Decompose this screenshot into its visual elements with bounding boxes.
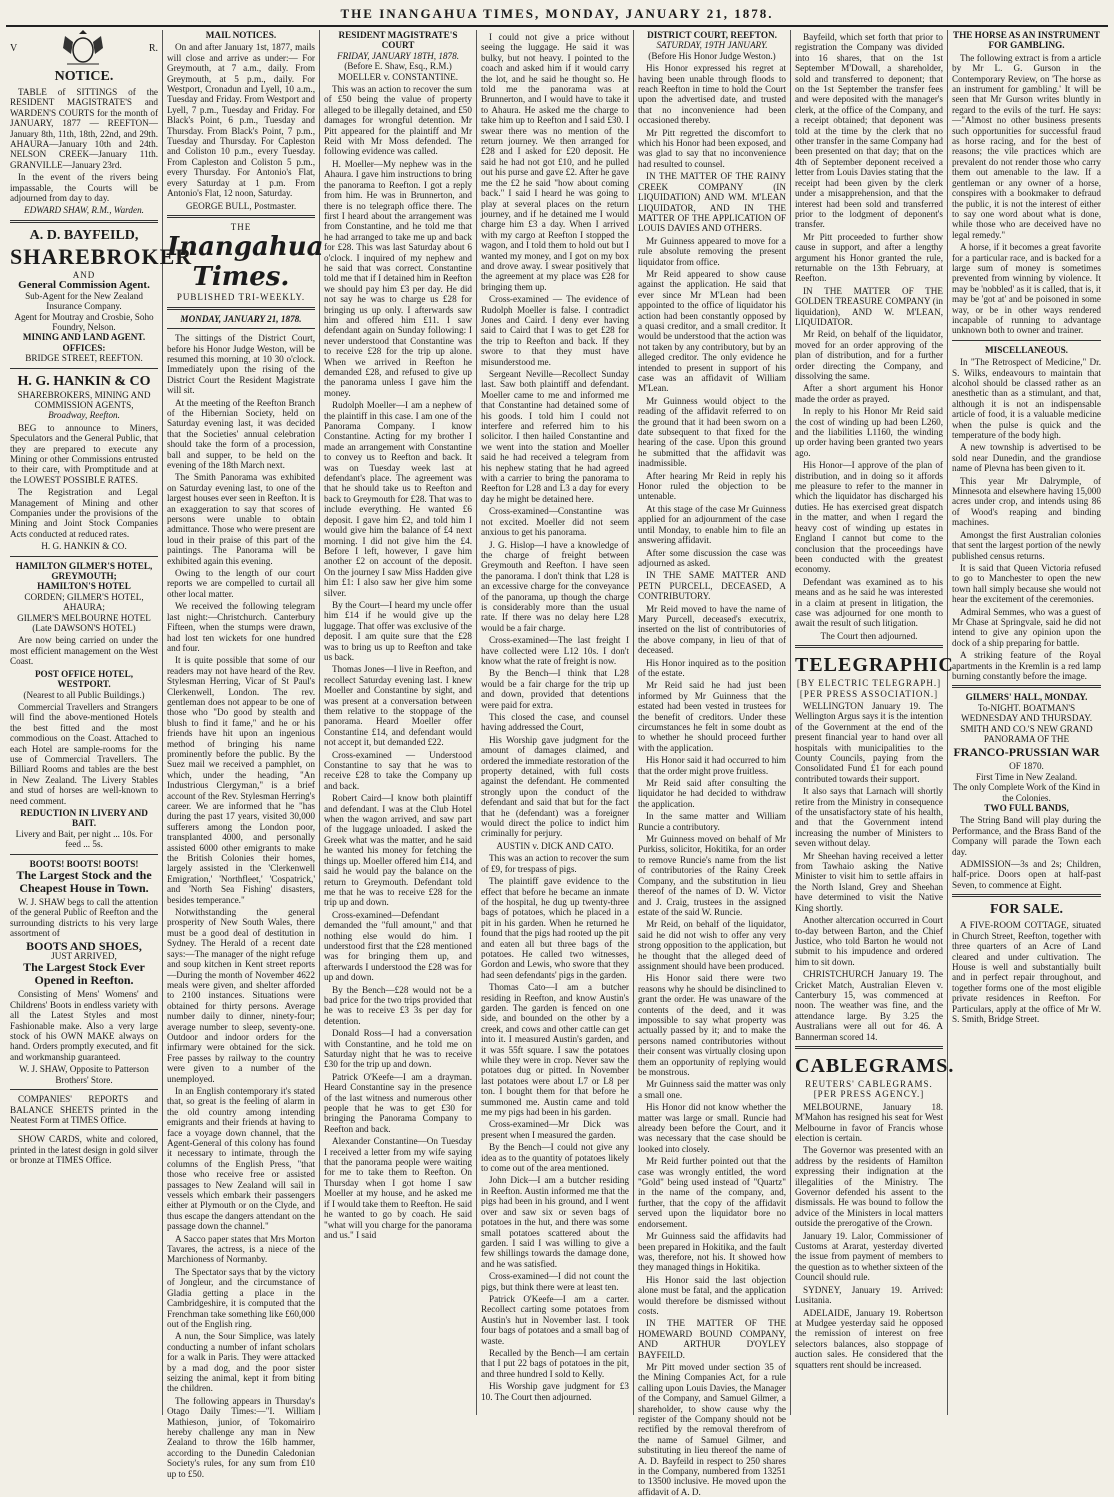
crest-icon bbox=[53, 30, 113, 68]
rm-para-3: Rudolph Moeller—I am a nephew of the plaintiff in this case. I am one of the Panorama Company. I know Constantine. Acting for my brother I made an arrangement with Constantine to convey us to Reefton and back. It was on Tuesday week last at defendant's place. The agreement was that he should take us to Reefton and back to Greymouth for £28. That was to include everything. He wanted £6 deposit. I gave him £2, and told him I would give him the balance of £4 next morning. I did not give him the £4. Before I left, however, I gave him another £2 on account of the deposit. On the journey I saw Miss Hadden give him £1: I also saw her give him some silver. bbox=[324, 400, 472, 598]
column-3 bbox=[320, 30, 477, 1415]
local-para-4: Owing to the length of our court reports we are compelled to curtail all other local matter. bbox=[167, 568, 315, 599]
telegraphic-heading: TELEGRAPHIC bbox=[795, 654, 954, 677]
rm-cont-5: J. G. Hislop—I have a knowledge of the charge of freight between Greymouth and Reefton. I have seen the panorama. I don't think that L28 is an excessive charge for the conveyance of the panorama, up though the charge is considerably more than the usual rate. If there was no delay here L28 would be a fair charge. bbox=[481, 539, 629, 633]
dateline: MONDAY, JANUARY 21, 1878. bbox=[180, 313, 302, 324]
dc-para-19: His Honor did not know whether the matter was large or small. Runcie had already been before the Court, and it was necessary that the case should be looked into closely. bbox=[638, 1102, 786, 1154]
rm-cont-6: Cross-examined—The last freight I have collected were L12 10s. I don't know what the rate of freight is now. bbox=[481, 635, 629, 666]
masthead-the: THE bbox=[230, 221, 252, 232]
mining-agent: MINING AND LAND AGENT. bbox=[22, 332, 146, 343]
livery-title: REDUCTION IN LIVERY AND BAIT. bbox=[20, 807, 148, 829]
dc-cont-1: Bayfeild, which set forth that prior to registration the Company was divided into 16 shares, that on the 1st September M'Dowall, a shareholder, sold and transferred to deponent; that on the 1st September the transfer fees and were deposited with the manager's clerk, at the office of the Company, and a receipt obtained; that deponent was told at the time by the clerk that no other transfer in the same Company had been presented on that day; that on the 4th of September deponent received a letter from Louis Davies stating that the receipt had been given by the clerk under a misapprehension, and that the interest had been sold and transferred prior to the lodgment of deponent's transfer. bbox=[795, 32, 943, 230]
dc-cont-7: Defendant was examined as to his means and as he said he was interested in a claim at present in litigation, the case was adjourned for one month to await the result of such litigation. bbox=[795, 576, 943, 629]
column-7 bbox=[948, 30, 1105, 1415]
rm-cont-14: By the Bench—I could not give any idea as to the quantity of potatoes likely to come out of the area mentioned. bbox=[481, 1142, 629, 1174]
offices-address: BRIDGE STREET, REEFTON. bbox=[25, 353, 143, 364]
broker-line-1: Sub-Agent for the New Zealand Insurance Company. bbox=[25, 290, 143, 312]
dc-para-11: Mr Reid said he had just been informed by Mr Guinness that the estated had been vested in trustees for the benefit of creditors. Under these circumstances he felt in some doubt as to whether he should proceed further with the application. bbox=[638, 680, 786, 753]
telegram-4: Another altercation occurred in Court to-day between Barton, and the Chief Justice, who told Barton he would not submit to his impudence and ordered him to sit down. bbox=[795, 915, 943, 967]
rm-para-2: H. Moeller—My nephew was in the Ahaura. I gave him instructions to bring the panorama to Reefton. I got a reply from him. He was in Brunnerton, and there is no telegraph office there. The first I heard about the arrangement was from Constantine, and he told me that he had arranged to take me up and back for £28. This was last Saturday about 6 o'clock. I inquired of my nephew and he said that was correct. Constantine told me that if I detained him in Reefton we should pay him £3 per day. He did not say he was to charge us £28 for bringing us up only. I afterwards saw him and offered him £11. I saw defendant again on Sunday following: I never understood that Constantine was to receive £28 for the trip up alone. When we arrived in Reefton he demanded £28, and refused to give up the panorama unless I gave him the money. bbox=[324, 158, 472, 398]
rm-para-11: Patrick O'Keefe—I am a drayman. Heard Constantine say in the presence of the last witness and numerous other people that he was to get £30 for bringing the Panorama Company to Reefton and back. bbox=[324, 1071, 472, 1134]
post-office-sub: (Nearest to all Public Buildings.) bbox=[23, 689, 145, 700]
dc-matter-3: IN THE MATTER OF THE HOMEWARD BOUND COMPANY, AND ARTHUR D'OYLEY BAYFEILD. bbox=[638, 1318, 786, 1360]
hotel-body: Are now being carried on under the most efficient management on the West Coast. bbox=[10, 635, 158, 667]
tonight-line: To-NIGHT. BOATMAN'S WEDNESDAY AND THURSDAY. bbox=[960, 702, 1093, 724]
cablegrams-heading: CABLEGRAMS. bbox=[795, 1054, 955, 1077]
boots-name: BOOTS AND SHOES, bbox=[26, 938, 142, 953]
mail-signature: GEORGE BULL, Postmaster. bbox=[185, 200, 297, 211]
dc-para-17: His Honor said there were two reasons why he should be disinclined to grant the order. He was unaware of the contents of the deed, and it was impossible to say what property was actually passed by it; and to make the persons named contributories without their consent was virtually closing upon them an opportunity of replying would be monstrous. bbox=[638, 973, 786, 1077]
rm-para-5: Thomas Jones—I live in Reefton, and recollect Saturday evening last. I knew Moeller and Constantine by sight, and was present at a conversation between them relative to the stoppage of the panorama. Heard Moeller offer Constantine £14, and defendant would not accept it, but demanded £22. bbox=[324, 664, 472, 748]
hankin-sub: SHAREBROKERS, MINING AND COMMISSION AGENTS, bbox=[17, 389, 151, 410]
dc-para-23: Mr Pitt moved under section 35 of the Mining Companies Act, for a rule calling upon Louis Davies, the Manager of the Company, and Samuel Gilmer, a shareholder, to show cause why the register of the Company should not be rectified by the removal therefrom of the name of Samuel Gilmer, and substituting in lieu thereof the name of A. D. Bayfeild in respect to 250 shares in the Company, numbered from 13251 to 13500 inclusive. He moved upon the affidavit of A. D. bbox=[638, 1361, 786, 1497]
press-association: [PER PRESS ASSOCIATION.] bbox=[799, 688, 939, 699]
cable-3: January 19. Lalor, Commissioner of Customs at Ararat, yesterday diverted the issue from payment of members to the question as to whether sixteen of the Council should rule. bbox=[795, 1230, 943, 1283]
show-cards-ad: SHOW CARDS, white and colored, printed in the latest design in gold silver or bronze at TIMES Office. bbox=[10, 1134, 158, 1166]
dc-para-22: His Honor said the last objection alone must be fatal, and the application would therefore be dismissed without costs. bbox=[638, 1274, 786, 1316]
dc-cont-2: Mr Pitt proceeded to further show cause in support, and after a lengthy argument his Honor granted the rule, returnable on the 13th February, at Reefton. bbox=[795, 231, 943, 284]
reuters-cablegrams: REUTERS' CABLEGRAMS. bbox=[805, 1078, 933, 1089]
crest-right-letter: R. bbox=[148, 42, 158, 54]
broker-title: SHAREBROKER bbox=[10, 243, 193, 269]
newspaper-title-line: THE INANGAHUA TIMES, MONDAY, JANUARY 21, 1878. bbox=[340, 6, 774, 21]
broker-line-2: Agent for Moutray and Crosbie, Soho Foundry, Nelson. bbox=[14, 311, 154, 332]
cable-2: The Governor was presented with an address by the residents of Hamilton expressing their indignation at the illegalities of the Ministry. The Governor defended his assent to the dismissals. He was bound to follow the advice of the Ministers in local matters outside the prerogative of the Crown. bbox=[795, 1145, 943, 1229]
dc-cont-5: In reply to his Honor Mr Reid said the cost of winding up had been L260, and the liabilities L1160, the winding up order having been granted two years ago. bbox=[795, 406, 943, 458]
local-para-12: The following appears in Thursday's Otago Daily Times:—"I. William Mathieson, junior, of Tokomairiro hereby challenge any man in New Zealand to throw the 16lb hammer, according to the Dunedin Caledonian Society's rules, for any sum from £10 up to £50. bbox=[167, 1395, 315, 1479]
hotel-4: GILMER'S MELBOURNE HOTEL (Late DAWSON'S HOTEL) bbox=[17, 612, 151, 634]
companies-reports-ad: COMPANIES' REPORTS and BALANCE SHEETS printed in the Neatest Form at TIMES Office. bbox=[10, 1094, 158, 1125]
mail-notices-heading: MAIL NOTICES. bbox=[205, 30, 277, 40]
column-2 bbox=[163, 30, 324, 1479]
rm-cont-4: Cross-examined—Constantine was not excited. Moeller did not seem anxious to get his panorama. bbox=[481, 506, 629, 538]
post-office-title: POST OFFICE HOTEL, WESTPORT. bbox=[34, 668, 134, 690]
dc-para-2: Mr Pitt regretted the discomfort to which his Honor had been exposed, and was glad to say that no inconvenience had resulted to counsel. bbox=[638, 127, 786, 169]
misc-4: Amongst the first Australian colonies that sent the largest portion of the newly published census returns. bbox=[952, 529, 1101, 561]
for-sale-heading: FOR SALE. bbox=[989, 902, 1064, 918]
cable-1: MELBOURNE, January 18. M'Mahon has resigned his seat for West Melbourne in favor of Francis whose election is certain. bbox=[795, 1101, 943, 1143]
rm-cont-1: I could not give a price without seeing the luggage. He said it was bulky, but not heavy. I pointed to the coach and asked him if it would carry the lot, and he said he thought so. He told me the panorama was at Brunnerton, and I would have to take it to Ahaura. He asked me the charge to take him up to Reefton and I said £30. I swear there was no mention of the return journey. We then arranged for £28 and I asked for £20 deposit. He said he had not got £10, and he pulled out his purse and gave £2. After he gave me the £2 he said "how about coming back." I said I heard he was going to play at several places on the return journey, and if he detained me I would charge him £3 a day. When I arrived with my cargo at Reefton I stopped the wagon, and I told them to hold out but I wanted my money, and I got on my box and drove away. I swear positively that the agreement at my place was £28 for bringing them up. bbox=[481, 32, 629, 292]
rm-cont-13: Cross-examined—Mr Dick was present when I measured the garden. bbox=[481, 1119, 629, 1140]
boots-signature: W. J. SHAW, Opposite to Patterson Brothers' Store. bbox=[19, 1064, 149, 1085]
hankin-address: Broadway, Reefton. bbox=[48, 410, 120, 421]
dc-cont-6: His Honor—I approve of the plan of distribution, and in doing so it affords me pleasure to refer to the manner in which the liquidator has discharged his duties. He has exercised great dispatch in the matter, and when I regard the heavy cost of winding up estates in England I cannot but come to the conclusion that the proceedings have been conducted with the greatest economy. bbox=[795, 460, 943, 575]
horse-heading: THE HORSE AS AN INSTRUMENT FOR GAMBLING. bbox=[952, 30, 1101, 51]
dc-matter-2: IN THE SAME MATTER AND PETN PURCELL, DECEASED, A CONTRIBUTORY. bbox=[638, 570, 786, 602]
horse-para-1: The following extract is from a article by Mr L. G. Gurson in the Contemporary Review, on 'The horse as an instrument for gambling.' It will be seen that Mr Gurson writes bluntly in regard to the evils of the turf. He says:—"Almost no other business presents such opportunities for successful fraud as horse racing, and for the best of reasons; the vile practices which are prevalent do not render those who carry them out amenable to the law. If a gentleman or any owner of a horse, conspires with a bookmaker to defraud the public, it is not the interest of either to say one word about what is done, while those who are deceived have no legal remedy." bbox=[952, 52, 1101, 240]
local-para-5: We received the following telegram last night:—Christchurch. Canterbury Fifteen, when the stumps were drawn, had lost ten wickets for one hundred and four. bbox=[167, 601, 315, 653]
rm-court-case: MOELLER v. CONSTANTINE. bbox=[337, 71, 459, 82]
livery-body: Livery and Bait, per night ... 10s. For feed ... 5s. bbox=[15, 828, 153, 850]
notice-footer: In the event of the rivers being impassable, the Courts will be adjourned from day to day. bbox=[10, 172, 158, 204]
column-4 bbox=[477, 30, 634, 1415]
crest-left-letter: V bbox=[10, 42, 18, 54]
dc-para-1: His Honor expressed his regret at having been unable through floods to reach Reefton in time to hold the Court upon the advertised date, and trusted that no inconvenience had been occasioned thereby. bbox=[638, 63, 786, 126]
dc-para-8: After some discussion the case was adjourned as asked. bbox=[638, 547, 786, 568]
notice-signature: EDWARD SHAW, R.M., Warden. bbox=[24, 205, 144, 216]
local-para-9: A Sacco paper states that Mrs Morton Tavares, the actress, is a niece of the Marchioness of Normanby. bbox=[167, 1233, 315, 1265]
misc-1: In "The Retrospect of Medicine," Dr. S. Wilks, endeavours to maintain that alcohol should be classed rather as an anesthetic than as a stimulant, and that, although it is not an indispensable article of food, it is a valuable medicine when the pulse is quick and the temperature of the body high. bbox=[952, 357, 1101, 441]
gilmers-hall: GILMERS' HALL, MONDAY. bbox=[965, 692, 1088, 703]
district-court-heading: DISTRICT COURT, REEFTON. bbox=[647, 30, 777, 40]
two-bands: TWO FULL BANDS, bbox=[984, 803, 1069, 814]
rm-cont-9: His Worship gave judgment for the amount of damages claimed, and ordered the immediate restoration of the property detained, with full costs against the defendant. He commented strongly upon the conduct of the defendant and said that but for the fact that he (defendant) was a foreigner would direct the police to indict him criminally for perjury. bbox=[481, 734, 629, 839]
dc-para-14: In the same matter and William Runcie a contributory. bbox=[638, 811, 786, 832]
local-para-3: The Smith Panorama was exhibited on Saturday evening last, to one of the largest houses ever seen in Reefton. It is an exaggeration to say that scores of persons were unable to obtain admittance. Those who were present are loud in their praise of this part of the paintings. The Panorama will be exhibited again this evening. bbox=[167, 472, 315, 566]
broker-name: A. D. BAYFEILD, bbox=[29, 227, 139, 243]
hankin-name: H. G. HANKIN & CO bbox=[17, 373, 151, 389]
dc-para-20: Mr Reid further pointed out that the case was wrongly entitled, the word "Gold" being used instead of "Quartz" in the name of the company, and, further, that the copy of the affidavit served upon the liquidator bore no endorsement. bbox=[638, 1156, 786, 1229]
rm-cont-10: This was an action to recover the sum of £9, for trespass of pigs. bbox=[481, 853, 629, 874]
column-1 bbox=[6, 30, 193, 1415]
rm-para-4: By the Court—I heard my uncle offer him £14 if he would give up the luggage. That offer was exclusive of the deposit. I am quite sure that the £28 was to bring us up to Reefton and take us back. bbox=[324, 599, 472, 662]
district-court-before: (Before His Honor Judge Weston.) bbox=[648, 50, 776, 61]
dc-para-15: Mr Guinness moved on behalf of Mr Purkiss, solicitor, Hokitika, for an order to remove Runcie's name from the list of contributories of the Rainy Creek Company, and the substitution in lieu thereof of the names of D. W. Victor and J. Craig, trustees in the assigned estate of the said W. Runcie. bbox=[638, 834, 786, 917]
dc-cont-matter: IN THE MATTER OF THE GOLDEN TREASURE COMPANY (in liquidation), AND W. M'LEAN, LIQUIDATOR. bbox=[795, 285, 943, 327]
franco-prussian-war: FRANCO-PRUSSIAN WAR bbox=[953, 745, 1100, 760]
boots-body: W. J. SHAW begs to call the attention of the general Public of Reefton and the surrounding districts to his very large assortment of bbox=[10, 897, 158, 939]
bands-body: The String Band will play during the Performance, and the Brass Band of the Company will parade the Town each day. bbox=[952, 815, 1101, 857]
hotel-title: HAMILTON GILMER'S HOTEL, GREYMOUTH; bbox=[15, 560, 153, 582]
rm-cont-19: His Worship gave judgment for £3 10. The Court then adjourned. bbox=[481, 1381, 629, 1402]
hotel-3: CORDEN; GILMER'S HOTEL, AHAURA; bbox=[24, 591, 144, 613]
broker-sub: General Commission Agent. bbox=[18, 279, 150, 292]
dc-matter-1: IN THE MATTER OF THE RAINY CREEK COMPANY (IN LIQUIDATION) AND WM. M'LEAN LIQUIDATOR, AND IN THE MATTER OF THE APPLICATION OF LOUIS DAVIES AND OTHERS. bbox=[638, 171, 786, 234]
hankin-signature: H. G. HANKIN & CO. bbox=[41, 541, 127, 552]
misc-2: A new township is advertised to be sold near Dunedin, and the grandiose name of Plevna has been given to it. bbox=[952, 442, 1101, 474]
dc-para-13: Mr Reid said after consulting the liquidator he had decided to withdraw the application. bbox=[638, 778, 786, 809]
masthead-title: Inangahua Times. bbox=[167, 232, 324, 293]
rm-cont-11: The plaintiff gave evidence to the effect that before he became an inmate of the hospital, he dug up twenty-three bags of potatoes, which he placed in a pit in his garden. When he returned he found that the pigs had rooted up the pit and eaten all but three bags of the potatoes. He called two witnesses, Gordon and Lewis, who swore that they had seen defendants' pigs in the garden. bbox=[481, 876, 629, 980]
published-line: PUBLISHED TRI-WEEKLY. bbox=[176, 292, 306, 303]
misc-7: A striking feature of the Royal apartments in the Kremlin is a red lamp burning constantly before the image. bbox=[952, 650, 1101, 681]
column-5 bbox=[634, 30, 791, 1497]
dc-para-9: Mr Reid moved to have the name of Mary Purcell, deceased's executrix, inserted on the list of contributories of the above company, in lieu of that of deceased. bbox=[638, 603, 786, 656]
dc-para-7: At this stage of the case Mr Guinness applied for an adjournment of the case until Monday, to enable him to file an answering affidavit. bbox=[638, 503, 786, 546]
first-time: First Time in New Zealand. bbox=[975, 771, 1078, 782]
notice-heading: NOTICE. bbox=[54, 69, 114, 84]
boots-just-arrived: JUST ARRIVED, bbox=[51, 951, 117, 962]
dc-para-12: His Honor said it had occurred to him that the order might prove fruitless. bbox=[638, 755, 786, 776]
local-para-10: The Spectator says that by the victory of Jongleur, and the circumstance of Gladia getting a place in the Cambridgeshire, it is computed that the Frenchman take something like £60,000 out of the English ring. bbox=[167, 1266, 315, 1329]
broker-and: AND bbox=[72, 269, 96, 280]
war-year: OF 1870. bbox=[1009, 761, 1044, 772]
dc-para-5: Mr Guinness would object to the reading of the affidavit referred to on the ground that it had been sworn on a date subsequent to that fixed for the hearing of the case. Upon this ground he submitted that the affidavit was inadmissible. bbox=[638, 395, 786, 469]
mail-notices-body: On and after January 1st, 1877, mails will close and arrive as under:— For Greymouth, at 7 a.m., daily. From Greymouth, at 5 p.m., daily. For Westport, Cronadun and Lyell, 10 a.m., Tuesday and Friday. From Westport and Lyell, 7 p.m., Tuesday and Friday. For Black's Point, 6 p.m., Tuesday and Thursday. From Black's Point, 7 p.m., Tuesday and Thursday. For Capleston and Coliston 10 p.m., every Tuesday. From Capleston and Coliston 5 p.m., every Thursday. For Antonio's Flat, every Saturday at 1 p.m. From Antonio's Flat, 12 noon, Saturday. bbox=[167, 42, 315, 199]
dc-para-21: Mr Guinness said the affidavits had been prepared in Hokitika, and the fault was, therefore, not his. It showed how they managed things in Hokitika. bbox=[638, 1231, 786, 1273]
misc-5: It is said that Queen Victoria refused to go to Manchester to open the new town hall simply because she would not hear the excitement of the ceremonies. bbox=[952, 562, 1101, 605]
dc-cont-8: The Court then adjourned. bbox=[820, 630, 918, 641]
dc-para-6: After hearing Mr Reid in reply his Honor ruled the objection to be untenable. bbox=[638, 470, 786, 502]
boots-headline: The Largest Stock and the Cheapest House in Town. bbox=[16, 868, 152, 895]
dc-para-18: Mr Guinness said the matter was only a small one. bbox=[638, 1079, 786, 1100]
hotel-2: HAMILTON'S HOTEL bbox=[37, 581, 131, 592]
dc-para-16: Mr Reid, on behalf of the liquidator, said he did not wish to offer any very strong opposition to the application, but he thought that the alleged deed of assignment should have been produced. bbox=[638, 919, 786, 971]
cable-5: ADELAIDE, January 19. Robertson at Mudgee yesterday said he opposed the remission of interest on free selectors balances, also stoppage of auction sales. He considered that the squatters rent should be increased. bbox=[795, 1307, 943, 1370]
cable-4: SYDNEY, January 19. Arrived: Lusitania. bbox=[795, 1284, 943, 1306]
only-complete: The only Complete Work of the Kind in the Colonies. bbox=[953, 782, 1100, 803]
telegram-3: Mr Sheehan having received a letter from Tawhaio asking the Native Minister to visit him to settle affairs in the North Island, Grey and Sheehan have determined to visit the Native King shortly. bbox=[795, 850, 943, 913]
telegram-2: It also says that Larnach will shortly retire from the Ministry in consequence of the unsatisfactory state of his health, and that the Government intend increasing the number of Ministers to seven without delay. bbox=[795, 786, 943, 849]
horse-para-2: A horse, if it becomes a great favorite for a particular race, and is backed for a large sum of money is sometimes prevented from winning by violence. It may be 'nobbled' as it is called, that is, it may be 'got at' and be poisoned in some way, or be in other ways rendered incapable of running to advantage unknown both to owner and trainer. bbox=[952, 242, 1101, 336]
column-6 bbox=[791, 30, 955, 1415]
rm-para-6: Cross-examined — Understood Constantine to say that he was to receive £28 to take the Company up and back. bbox=[324, 749, 472, 791]
rm-cont-15: John Dick—I am a butcher residing in Reefton. Austin informed me that the pigs had been in his ground, and I went over and saw six or seven bags of potatoes in the hut, and there was some small potatoes scattered about the garden. I said I was willing to give a few shillings towards the damage done, and he was satisfied. bbox=[481, 1175, 629, 1269]
boots-body-2: Consisting of Mens' Womens' and Childrens' Boots in endless variety with all the Latest Styles and most Fashionable make. Also a very large stock of his OWN MAKE always on hand. Orders promptly executed, and fit and workmanship guaranteed. bbox=[10, 989, 158, 1062]
rm-court-before: (Before E. Shaw, Esq., R.M.) bbox=[344, 61, 452, 72]
rm-cont-18: Recalled by the Bench—I am certain that I put 22 bags of potatoes in the pit, and three hundred I sold to Kelly. bbox=[481, 1347, 629, 1379]
page-header bbox=[6, 4, 1108, 27]
per-press-agency: [PER PRESS AGENCY.] bbox=[813, 1089, 925, 1100]
notice-body: TABLE of SITTINGS of the RESIDENT MAGISTRATE'S and WARDEN'S COURTS for the month of JANUARY, 1877 — REEFTON—January 8th, 11th, 18th, 22nd, and 29th. AHAURA—January 10th and 24th. NELSON CREEK—January 11th. GRANVILLE—January 23rd. bbox=[10, 87, 158, 170]
local-para-11: A nun, the Sour Simplice, was lately conducting a number of infant scholars for a walk in Paris. They were attacked by a mad dog, and the poor sister seizing the animal, kept it from biting the children. bbox=[167, 1331, 315, 1394]
telegram-1: WELLINGTON January 19. The Wellington Argus says it is the intention of the Government at the end of the present financial year to hand over all hospitals with municipalities to the County Councils, paying from the Consolidated Fund £1 for each pound contributed towards their support. bbox=[795, 700, 943, 784]
boots-largest: The Largest Stock Ever Opened in Reefton. bbox=[23, 960, 145, 988]
hankin-body: BEG to announce to Miners, Speculators and the General Public, that they are prepared to execute any Mining or other Commissions entrusted to their care, with Promptitude and at the LOWEST POSSIBLE RATES. bbox=[10, 422, 158, 485]
local-para-2: At the meeting of the Reefton Branch of the Hibernian Society, held on Saturday evening last, it was decided that the Societies' annual celebration should take the form of a procession, ball and supper, to be held on the evening of the 18th March next. bbox=[167, 397, 315, 470]
by-electric-telegraph: [BY ELECTRIC TELEGRAPH.] bbox=[796, 678, 942, 689]
rm-cont-17: Patrick O'Keefe—I am a carter. Recollect carting some potatoes from Austin's hut in November last. I took four bags of potatoes and a small bag of waste. bbox=[481, 1293, 629, 1346]
dc-para-4: Mr Reid appeared to show cause against the application. He said that ever since Mr M'Lean had been appointed to the office of liquidator his action had been constantly opposed by a quasi creditor, and a small creditor. It would be understood that the action was not taken by any contributory, but by an alleged creditor. The only evidence he intended to present in support of his case was an affidavit of William M'Lean. bbox=[638, 268, 786, 394]
local-para-7: Notwithstanding the general prosperity of New South Wales, there must be a good deal of destitution in Sydney. The Herald of a recent date says:—The manager of the night refuge and soup kitchen in Kent street reports—During the month of November 4622 meals were given, and shelter afforded to 2100 instances. Situations were obtained for thirty persons. Average number daily to dinner, ninety-four; average number to sleep, seventy-one. Outdoor and indoor orders for the infirmary were obtained for the sick. Free passes by railway to the country were given to a number of the unemployed. bbox=[167, 907, 315, 1084]
hankin-body-2: The Registration and Legal Management of Mining and other Companies under the provisions of the Mining and Joint Stock Companies Acts conducted at reduced rates. bbox=[10, 487, 158, 539]
dc-para-3: Mr Guinness appeared to move for a rule absolute removing the present liquidator from office. bbox=[638, 235, 786, 267]
rm-cont-7: By the Bench—I think that L28 would be a fair charge for the trip up and down, provided that detentions were paid for extra. bbox=[481, 668, 629, 710]
local-para-6: It is quite possible that some of our readers may not have heard of the Rev. Stylesman Herring, Vicar of St Paul's Clerkenwell, London. The rev. gentleman does not appear to be one of those who "Do good by stealth and blush to find it fame," and he or his friends have hit upon an ingenious method of bringing his name prominently before the public. By the Suez mail we received a pamphlet, on which, under the heading, "An Industrious Clergyman," is a brief account of the Rev. Stylesman Herring's career. We are informed that he "has during the past 17 years, visited 30,000 sufferers among the London poor, transplanted 4000, and personally assisted 6000 other emigrants to make the British Colonies their homes, largely assisted in the 'Clerkenwell Emigration,' 'Northfleet,' 'Cospatrick,' and 'North Sea Fishing' disasters, besides temperance." bbox=[167, 655, 315, 905]
rm-court-date: FRIDAY, JANUARY 18TH, 1878. bbox=[337, 50, 459, 61]
cottage-ad: A FIVE-ROOM COTTAGE, situated in Church Street, Reefton, together with three quarters of an Acre of Land cleared and under cultivation. The House is well and substantially built and in perfect repair throughout, and together forms one of the most eligible private residences in Reefton. For Particulars, apply at the office of Mr W. S. Smith, Bridge Street. bbox=[952, 920, 1101, 1024]
local-para-1: The sittings of the District Court, before his Honor Judge Weston, will be resumed this morning, at 10 30 o'clock. Immediately upon the rising of the District Court the Resident Magistrate will sit. bbox=[167, 333, 315, 396]
rm-cont-3: Sergeant Neville—Recollect Sunday last. Saw both plaintiff and defendant. Moeller came to me and informed me that Constantine had detained some of his goods. I told him I could not interfere and referred him to his solicitor. I then hailed Constantine and we went into the station and Moeller said he had received a telegram from his nephew stating that he had agreed with a carrier to bring the panorama to Reefton for L28 and L3 a day for every day he might be detained here. bbox=[481, 369, 629, 504]
telegram-5: CHRISTCHURCH January 19. The Cricket Match, Australian Eleven v. Canterbury 15, was commenced at noon. The weather was fine, and the attendance large. By 3.25 the Australians were all out for 46. A Bannerman scored 14. bbox=[795, 969, 943, 1042]
dc-cont-3: Mr Reid, on behalf of the liquidator, moved for an order approving of the plan of distribution, and for a further order directing the Company, and dissolving the same. bbox=[795, 329, 943, 381]
district-court-date: SATURDAY, 19TH JANUARY. bbox=[656, 40, 768, 51]
rm-para-12: Alexander Constantine—On Tuesday I received a letter from my wife saying that the panorama people were waiting for me to take them to Reefton. On Thursday when I got home I saw Moeller at my house, and he asked me if I would take them to Reefton. He said he wanted to go by coach. He said "what will you charge for the panorama and us." I said bbox=[324, 1136, 472, 1240]
rm-para-9: By the Bench—£28 would not be a bad price for the two trips provided that he was to receive £3 3s per day for detention. bbox=[324, 984, 472, 1026]
rm-cont-8: This closed the case, and counsel having addressed the Court, bbox=[481, 712, 629, 733]
rm-para-1: This was an action to recover the sum of £50 being the value of property alleged to be illegally detained, and £50 damages for wrongful detention. Mr Pitt appeared for the plaintiff and Mr Reid with Mr Moss defended. The following evidence was called. bbox=[324, 84, 472, 157]
miscellaneous-heading: MISCELLANEOUS. bbox=[985, 344, 1068, 355]
austin-case-title: AUSTIN v. DICK AND CATO. bbox=[496, 840, 614, 851]
rm-cont-12: Thomas Cato—I am a butcher residing in Reefton, and know Austin's garden. The garden is fenced on one side, and bounded on the other by a creek, and cows and other cattle can get into it. I measured Austin's garden, and it was 55ft square. I saw the potatoes while they were in crop. Never saw the potatoes dug or pitted. In November last potatoes were about L7 or L8 per ton. I bought them for that before he summoned me. Austin came and told me my pigs had been in his garden. bbox=[481, 982, 629, 1118]
offices-label: OFFICES: bbox=[62, 342, 106, 353]
boots-title: BOOTS! BOOTS! BOOTS! bbox=[29, 858, 139, 869]
rm-para-8: Cross-examined—Defendant demanded the "full amount," and that nothing else would do him. I understood first that the £28 mentioned was for bringing them up, and afterwards I understood the £28 was for up and down. bbox=[324, 909, 472, 983]
post-office-body: Commercial Travellers and Strangers will find the above-mentioned Hotels the best fitted and the most commodious on the Coast. Attached to each Hotel are sample-rooms for the use of Commercial Travellers. The Billiard Rooms and tables are the best in New Zealand. The Livery Stables and stud of horses are well-known to need comment. bbox=[10, 701, 158, 806]
rm-para-10: Donald Ross—I had a conversation with Constantine, and he told me on Saturday night that he was to receive £30 for the trip up and down. bbox=[324, 1028, 472, 1070]
misc-6: Admiral Semmes, who was a guest of Mr Chase at Springvale, said he did not intend to give any opinion upon the dock of a ship preparing for battle. bbox=[952, 606, 1101, 648]
columns bbox=[6, 30, 1108, 1497]
rm-para-7: Robert Caird—I know both plaintiff and defendant. I was at the Club Hotel when the wagon arrived, and saw part of the luggage unloaded. I asked the Greek what was the matter, and he said he wanted his money for fetching the things up. Moeller offered him £14, and said he would pay the balance on the return to Greymouth. Defendant told me that he was to receive £28 for the trip up and down. bbox=[324, 793, 472, 908]
misc-3: This year Mr Dalrymple, of Minnesota and elsewhere having 15,000 acres under crop, and intends using 86 of Wood's reaping and binding machines. bbox=[952, 475, 1101, 528]
rm-court-heading: RESIDENT MAGISTRATE'S COURT bbox=[338, 30, 458, 51]
admission: ADMISSION—3s and 2s; Children, half-price. Doors open at half-past Seven, to commence at Eight. bbox=[952, 859, 1101, 890]
local-para-8: In an English contemporary it's stated that, so great is the feeling of alarm in the old country among intending emigrants and their friends at having to face a voyage down channel, that the Agent-General of this colony has found it necessary to intimate, through the columns of the English Press, "that those who receive free or assisted passages to New Zealand will sail in vessels which embark their passengers either at Plymouth or on the Clyde, and thus escape the dangers attendant on the passage down the channel." bbox=[167, 1085, 315, 1232]
smith-panorama: SMITH AND CO.'S NEW GRAND PANORAMA OF THE bbox=[960, 723, 1093, 744]
dc-cont-4: After a short argument his Honor made the order as prayed. bbox=[795, 383, 943, 404]
royal-crest bbox=[10, 30, 158, 68]
rm-cont-16: Cross-examined—I did not count the pigs, but think there were at least ten. bbox=[481, 1271, 629, 1292]
rm-cont-2: Cross-examined — The evidence of Rudolph Moeller is false. I contradict Jones and Caird. I deny ever having said to Caird that I was to get £28 for the trip to Reefton and back. If they swore to that they must have misunderstood me. bbox=[481, 294, 629, 367]
dc-para-10: His Honor inquired as to the position of the estate. bbox=[638, 657, 786, 678]
